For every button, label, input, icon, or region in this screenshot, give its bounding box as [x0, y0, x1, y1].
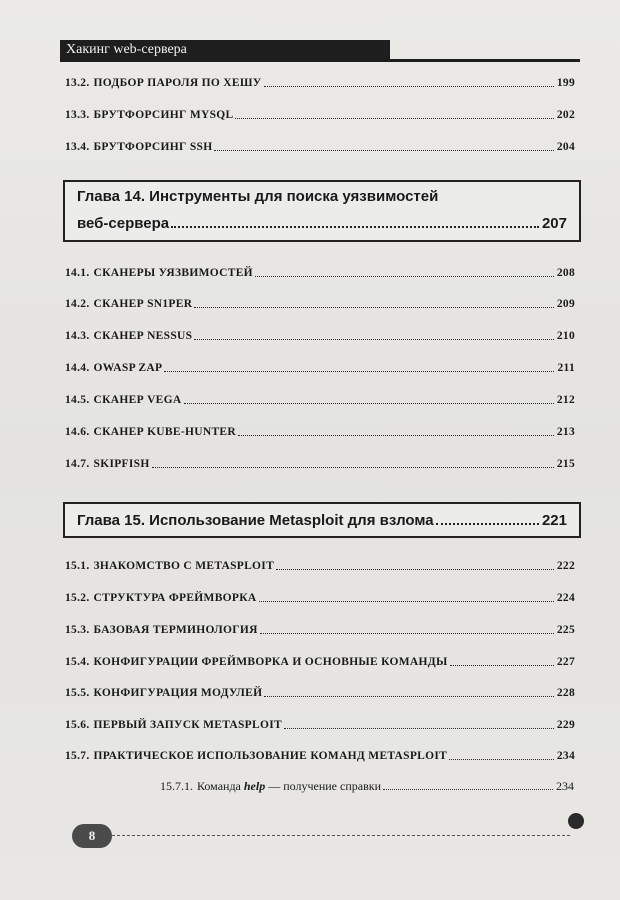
entry-number: 14.3.: [65, 330, 90, 342]
entry-number: 13.2.: [65, 77, 90, 89]
entry-number: 14.4.: [65, 362, 90, 374]
entry-page: 227: [556, 656, 575, 668]
entry-number: 13.4.: [65, 141, 90, 153]
dot-leader: [152, 467, 554, 468]
subentry-page: 234: [556, 779, 574, 793]
entry-page: 213: [556, 426, 575, 438]
footer-dashed-rule: [112, 835, 570, 836]
entry-number: 14.2.: [65, 298, 90, 310]
dot-leader: [255, 276, 554, 277]
toc-entry[interactable]: [65, 72, 575, 90]
footer-dot-ornament: [568, 813, 584, 829]
toc-entry[interactable]: [65, 453, 575, 471]
toc-entry[interactable]: [65, 682, 575, 700]
entry-title: ПРАКТИЧЕСКОЕ ИСПОЛЬЗОВАНИЕ КОМАНД METASPLOIT: [93, 750, 448, 762]
dot-leader: [450, 665, 554, 666]
dot-leader: [184, 403, 554, 404]
dot-leader: [260, 633, 554, 634]
toc-entry[interactable]: [65, 104, 575, 122]
entry-title: ПОДБОР ПАРОЛЯ ПО ХЕШУ: [93, 77, 262, 89]
entry-title: СТРУКТУРА ФРЕЙМВОРКА: [93, 592, 257, 604]
subentry-number: 15.7.1.: [160, 779, 193, 793]
header-rule: [60, 59, 580, 62]
toc-entry[interactable]: [65, 262, 575, 280]
entry-page: 229: [556, 719, 575, 731]
chapter-15-heading[interactable]: [63, 502, 581, 538]
subentry-command: help: [243, 779, 266, 793]
entry-title: БАЗОВАЯ ТЕРМИНОЛОГИЯ: [93, 624, 258, 636]
entry-title: ПЕРВЫЙ ЗАПУСК METASPLOIT: [93, 719, 282, 731]
entry-page: 199: [556, 77, 575, 89]
entry-title: SKIPFISH: [93, 458, 150, 470]
chapter-title-line: [77, 512, 567, 529]
toc-entry[interactable]: [65, 357, 575, 375]
entry-title: ЗНАКОМСТВО С METASPLOIT: [93, 560, 275, 572]
dot-leader: [276, 569, 554, 570]
toc-entry[interactable]: [65, 745, 575, 763]
chapter-title-line2: [77, 215, 567, 232]
chapter-page: 221: [541, 512, 567, 529]
entry-number: 15.6.: [65, 719, 90, 731]
chapter-page: 207: [541, 215, 567, 232]
dot-leader: [164, 371, 554, 372]
dot-leader: [436, 523, 539, 525]
toc-entry[interactable]: [65, 587, 575, 605]
entry-page: 228: [556, 687, 575, 699]
toc-entry[interactable]: [65, 651, 575, 669]
entry-title: СКАНЕР NESSUS: [93, 330, 193, 342]
entry-page: 211: [557, 362, 575, 374]
dot-leader: [383, 789, 553, 790]
toc-entry[interactable]: [65, 389, 575, 407]
entry-page: 225: [556, 624, 575, 636]
entry-number: 14.6.: [65, 426, 90, 438]
subentry-title: [197, 779, 381, 793]
entry-page: 210: [556, 330, 575, 342]
entry-number: 14.5.: [65, 394, 90, 406]
toc-entry[interactable]: [65, 421, 575, 439]
entry-number: 15.4.: [65, 656, 90, 668]
entry-number: 14.1.: [65, 267, 90, 279]
dot-leader: [264, 86, 554, 87]
entry-number: 15.2.: [65, 592, 90, 604]
chapter-14-heading[interactable]: [63, 180, 581, 242]
dot-leader: [284, 728, 554, 729]
running-header-title: Хакинг web-сервера: [66, 42, 187, 57]
entry-number: 13.3.: [65, 109, 90, 121]
dot-leader: [238, 435, 554, 436]
toc-entry[interactable]: [65, 325, 575, 343]
chapter-title-line1: Глава 14. Инструменты для поиска уязвимостей: [77, 188, 439, 205]
entry-page: 222: [556, 560, 575, 572]
entry-title: БРУТФОРСИНГ SSH: [93, 141, 213, 153]
entry-number: 15.7.: [65, 750, 90, 762]
toc-entry[interactable]: [65, 555, 575, 573]
toc-entry[interactable]: [65, 714, 575, 732]
entry-title: БРУТФОРСИНГ MYSQL: [93, 109, 234, 121]
dot-leader: [259, 601, 554, 602]
running-header: [60, 40, 390, 60]
entry-page: 234: [556, 750, 575, 762]
entry-title: СКАНЕР SN1PER: [93, 298, 193, 310]
toc-entry[interactable]: [65, 619, 575, 637]
entry-number: 15.1.: [65, 560, 90, 572]
subentry-prefix: Команда: [197, 779, 241, 793]
entry-page: 215: [556, 458, 575, 470]
chapter-title-continuation: веб-сервера: [77, 215, 170, 232]
page-number-badge: 8: [72, 824, 112, 848]
dot-leader: [235, 118, 553, 119]
chapter-title: Глава 15. Использование Metasploit для взлома: [77, 512, 434, 529]
entry-number: 15.5.: [65, 687, 90, 699]
dot-leader: [194, 339, 554, 340]
entry-number: 14.7.: [65, 458, 90, 470]
dot-leader: [194, 307, 554, 308]
subentry-suffix: — получение справки: [268, 779, 381, 793]
entry-page: 202: [556, 109, 575, 121]
toc-entry[interactable]: [65, 136, 575, 154]
entry-page: 212: [556, 394, 575, 406]
entry-page: 224: [556, 592, 575, 604]
entry-title: СКАНЕР VEGA: [93, 394, 182, 406]
dot-leader: [214, 150, 553, 151]
dot-leader: [171, 226, 539, 228]
toc-subentry[interactable]: [160, 775, 574, 793]
entry-title: OWASP ZAP: [93, 362, 163, 374]
entry-title: СКАНЕР KUBE-HUNTER: [93, 426, 236, 438]
entry-page: 209: [556, 298, 575, 310]
dot-leader: [264, 696, 554, 697]
dot-leader: [449, 759, 554, 760]
entry-title: КОНФИГУРАЦИИ ФРЕЙМВОРКА И ОСНОВНЫЕ КОМАНДЫ: [93, 656, 448, 668]
entry-title: КОНФИГУРАЦИЯ МОДУЛЕЙ: [93, 687, 263, 699]
entry-page: 204: [556, 141, 575, 153]
entry-page: 208: [556, 267, 575, 279]
entry-title: СКАНЕРЫ УЯЗВИМОСТЕЙ: [93, 267, 253, 279]
entry-number: 15.3.: [65, 624, 90, 636]
toc-entry[interactable]: [65, 293, 575, 311]
